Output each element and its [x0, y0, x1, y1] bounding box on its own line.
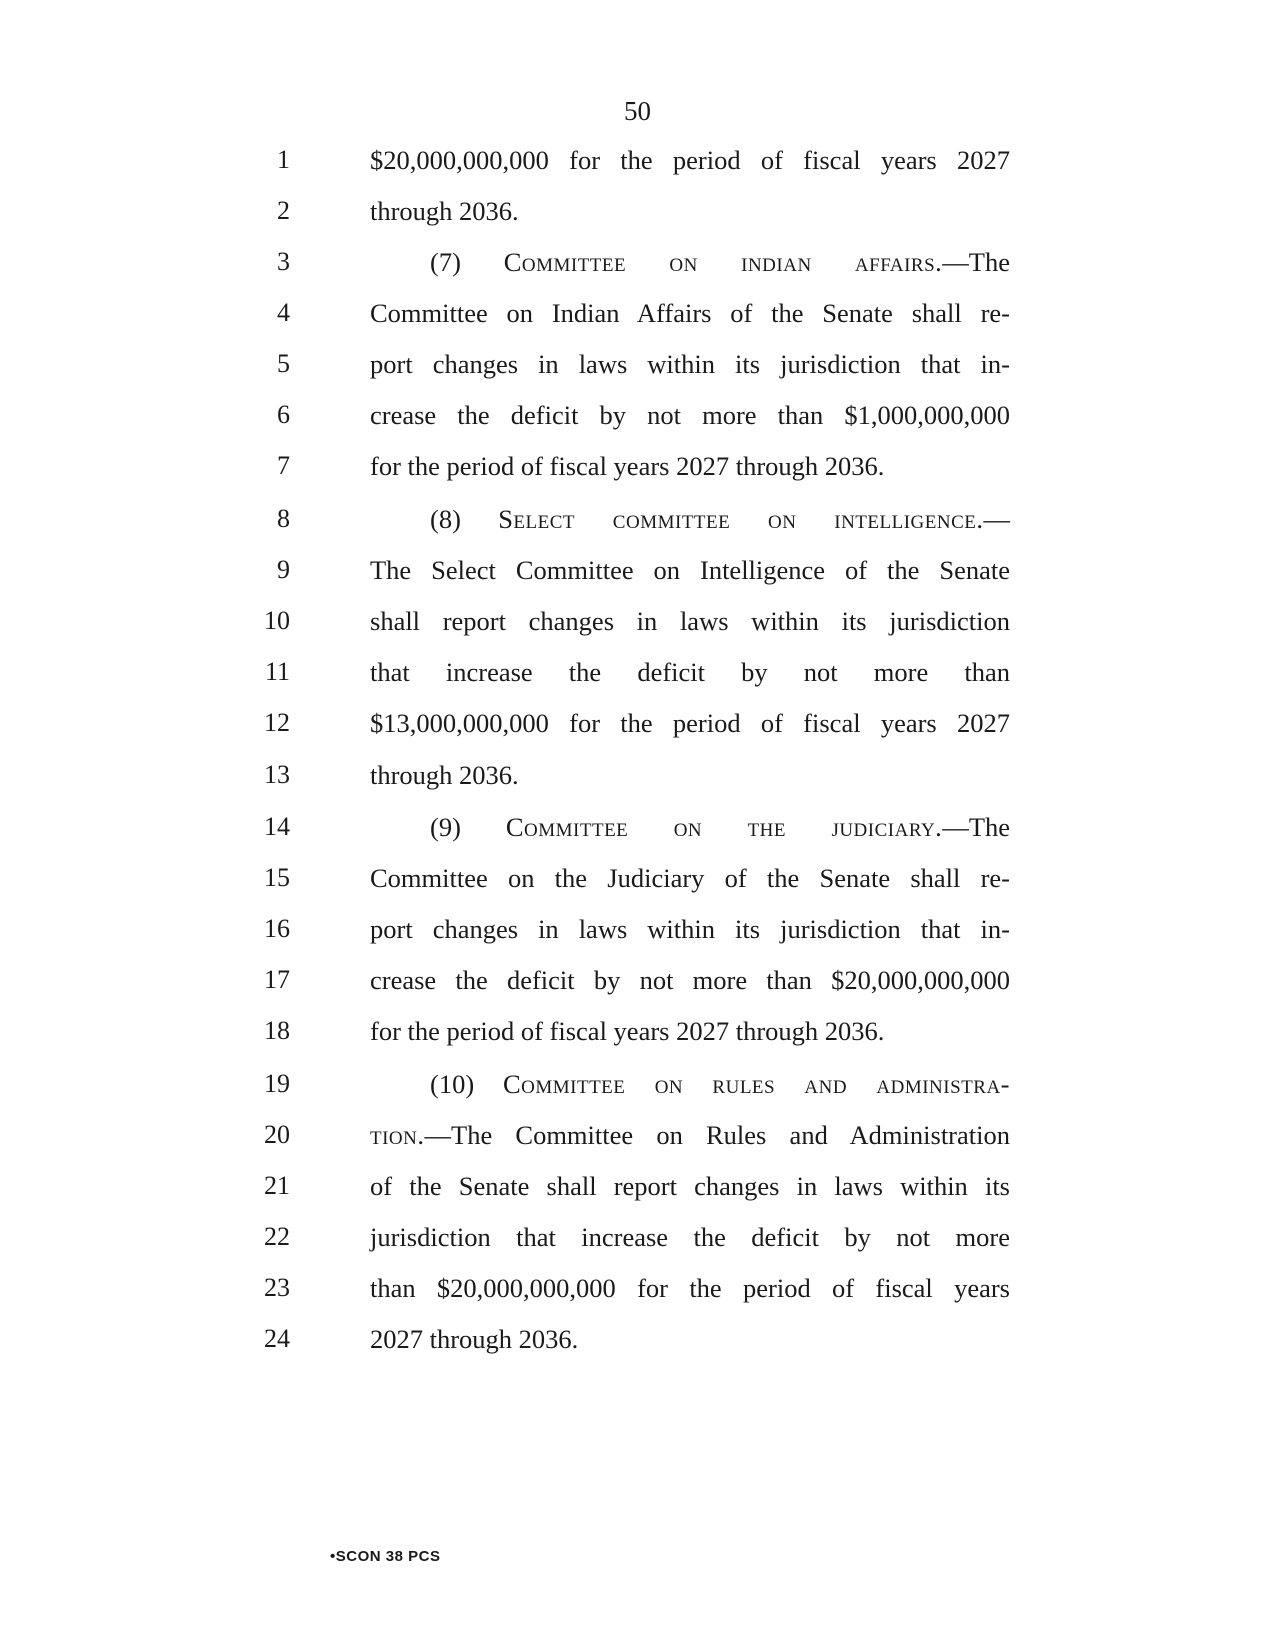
- line-text: than $20,000,000,000 for the period of fiscal years: [370, 1273, 1010, 1303]
- section-heading: Committee on rules and administra-: [502, 1069, 1010, 1099]
- line-number: 4: [277, 298, 290, 327]
- line-number: 6: [277, 400, 290, 429]
- line-text: through 2036.: [370, 760, 519, 790]
- section-heading-line: [430, 242, 1010, 282]
- line-text: that increase the deficit by not more than: [370, 657, 1010, 687]
- page-number: 50: [624, 96, 651, 126]
- line-number: 11: [264, 657, 290, 686]
- section-heading-line: [430, 499, 1010, 539]
- line-number: 21: [264, 1171, 290, 1200]
- line-text: for the period of fiscal years 2027 through 2036.: [370, 451, 885, 481]
- line-text: for the period of fiscal years 2027 through 2036.: [370, 1016, 885, 1046]
- paragraph-number: (9): [430, 812, 506, 842]
- line-text: crease the deficit by not more than $20,000,000,000: [370, 965, 1010, 995]
- heading-tail: —The: [942, 247, 1010, 277]
- line-number: 5: [277, 349, 290, 378]
- section-heading-line: [430, 1064, 1010, 1104]
- line-text: jurisdiction that increase the deficit by not more: [370, 1222, 1010, 1252]
- section-heading-line: [370, 1115, 1010, 1155]
- line-text: The Select Committee on Intelligence of the Senate: [370, 555, 1010, 585]
- line-number: 7: [277, 451, 290, 480]
- line-number: 17: [264, 965, 290, 994]
- section-heading: tion.: [370, 1120, 425, 1150]
- line-text: through 2036.: [370, 196, 519, 226]
- line-number: 16: [264, 914, 290, 943]
- line-number: 1: [277, 145, 290, 174]
- line-text: $13,000,000,000 for the period of fiscal years 2027: [370, 708, 1010, 738]
- document-footer-id: •SCON 38 PCS: [330, 1548, 441, 1565]
- line-text: $20,000,000,000 for the period of fiscal years 2027: [370, 145, 1010, 175]
- paragraph-number: (7): [430, 247, 504, 277]
- line-number: 8: [277, 504, 290, 533]
- section-heading: Committee on the judiciary.: [505, 812, 943, 842]
- line-number: 9: [277, 555, 290, 584]
- line-text: Committee on Indian Affairs of the Senate shall re-: [370, 298, 1010, 328]
- line-text: of the Senate shall report changes in laws within its: [370, 1171, 1010, 1201]
- paragraph-number: (8): [430, 504, 499, 534]
- section-heading-line: [430, 807, 1010, 847]
- line-text: port changes in laws within its jurisdiction that in-: [370, 349, 1010, 379]
- line-number: 18: [264, 1016, 290, 1045]
- line-text: 2027 through 2036.: [370, 1324, 579, 1354]
- line-text: Committee on the Judiciary of the Senate shall re-: [370, 863, 1010, 893]
- line-number: 20: [264, 1120, 290, 1149]
- line-number: 14: [264, 812, 290, 841]
- line-number: 12: [264, 708, 290, 737]
- section-heading: Committee on indian affairs.: [503, 247, 943, 277]
- line-text: crease the deficit by not more than $1,000,000,000: [370, 400, 1010, 430]
- line-number: 3: [277, 247, 290, 276]
- line-text: shall report changes in laws within its jurisdiction: [370, 606, 1010, 636]
- line-number: 13: [264, 760, 290, 789]
- heading-tail: —The: [942, 812, 1011, 842]
- paragraph-number: (10): [430, 1069, 503, 1099]
- line-number: 22: [264, 1222, 290, 1251]
- line-text: port changes in laws within its jurisdiction that in-: [370, 914, 1010, 944]
- line-number: 19: [264, 1069, 290, 1098]
- heading-tail: —The Committee on Rules and Administration: [424, 1120, 1010, 1150]
- line-number: 15: [264, 863, 290, 892]
- line-number: 24: [264, 1324, 290, 1353]
- line-number: 10: [264, 606, 290, 635]
- section-heading: Select committee on intelligence.: [498, 504, 984, 534]
- line-number: 23: [264, 1273, 290, 1302]
- line-number: 2: [277, 196, 290, 225]
- heading-tail: —: [983, 504, 1010, 534]
